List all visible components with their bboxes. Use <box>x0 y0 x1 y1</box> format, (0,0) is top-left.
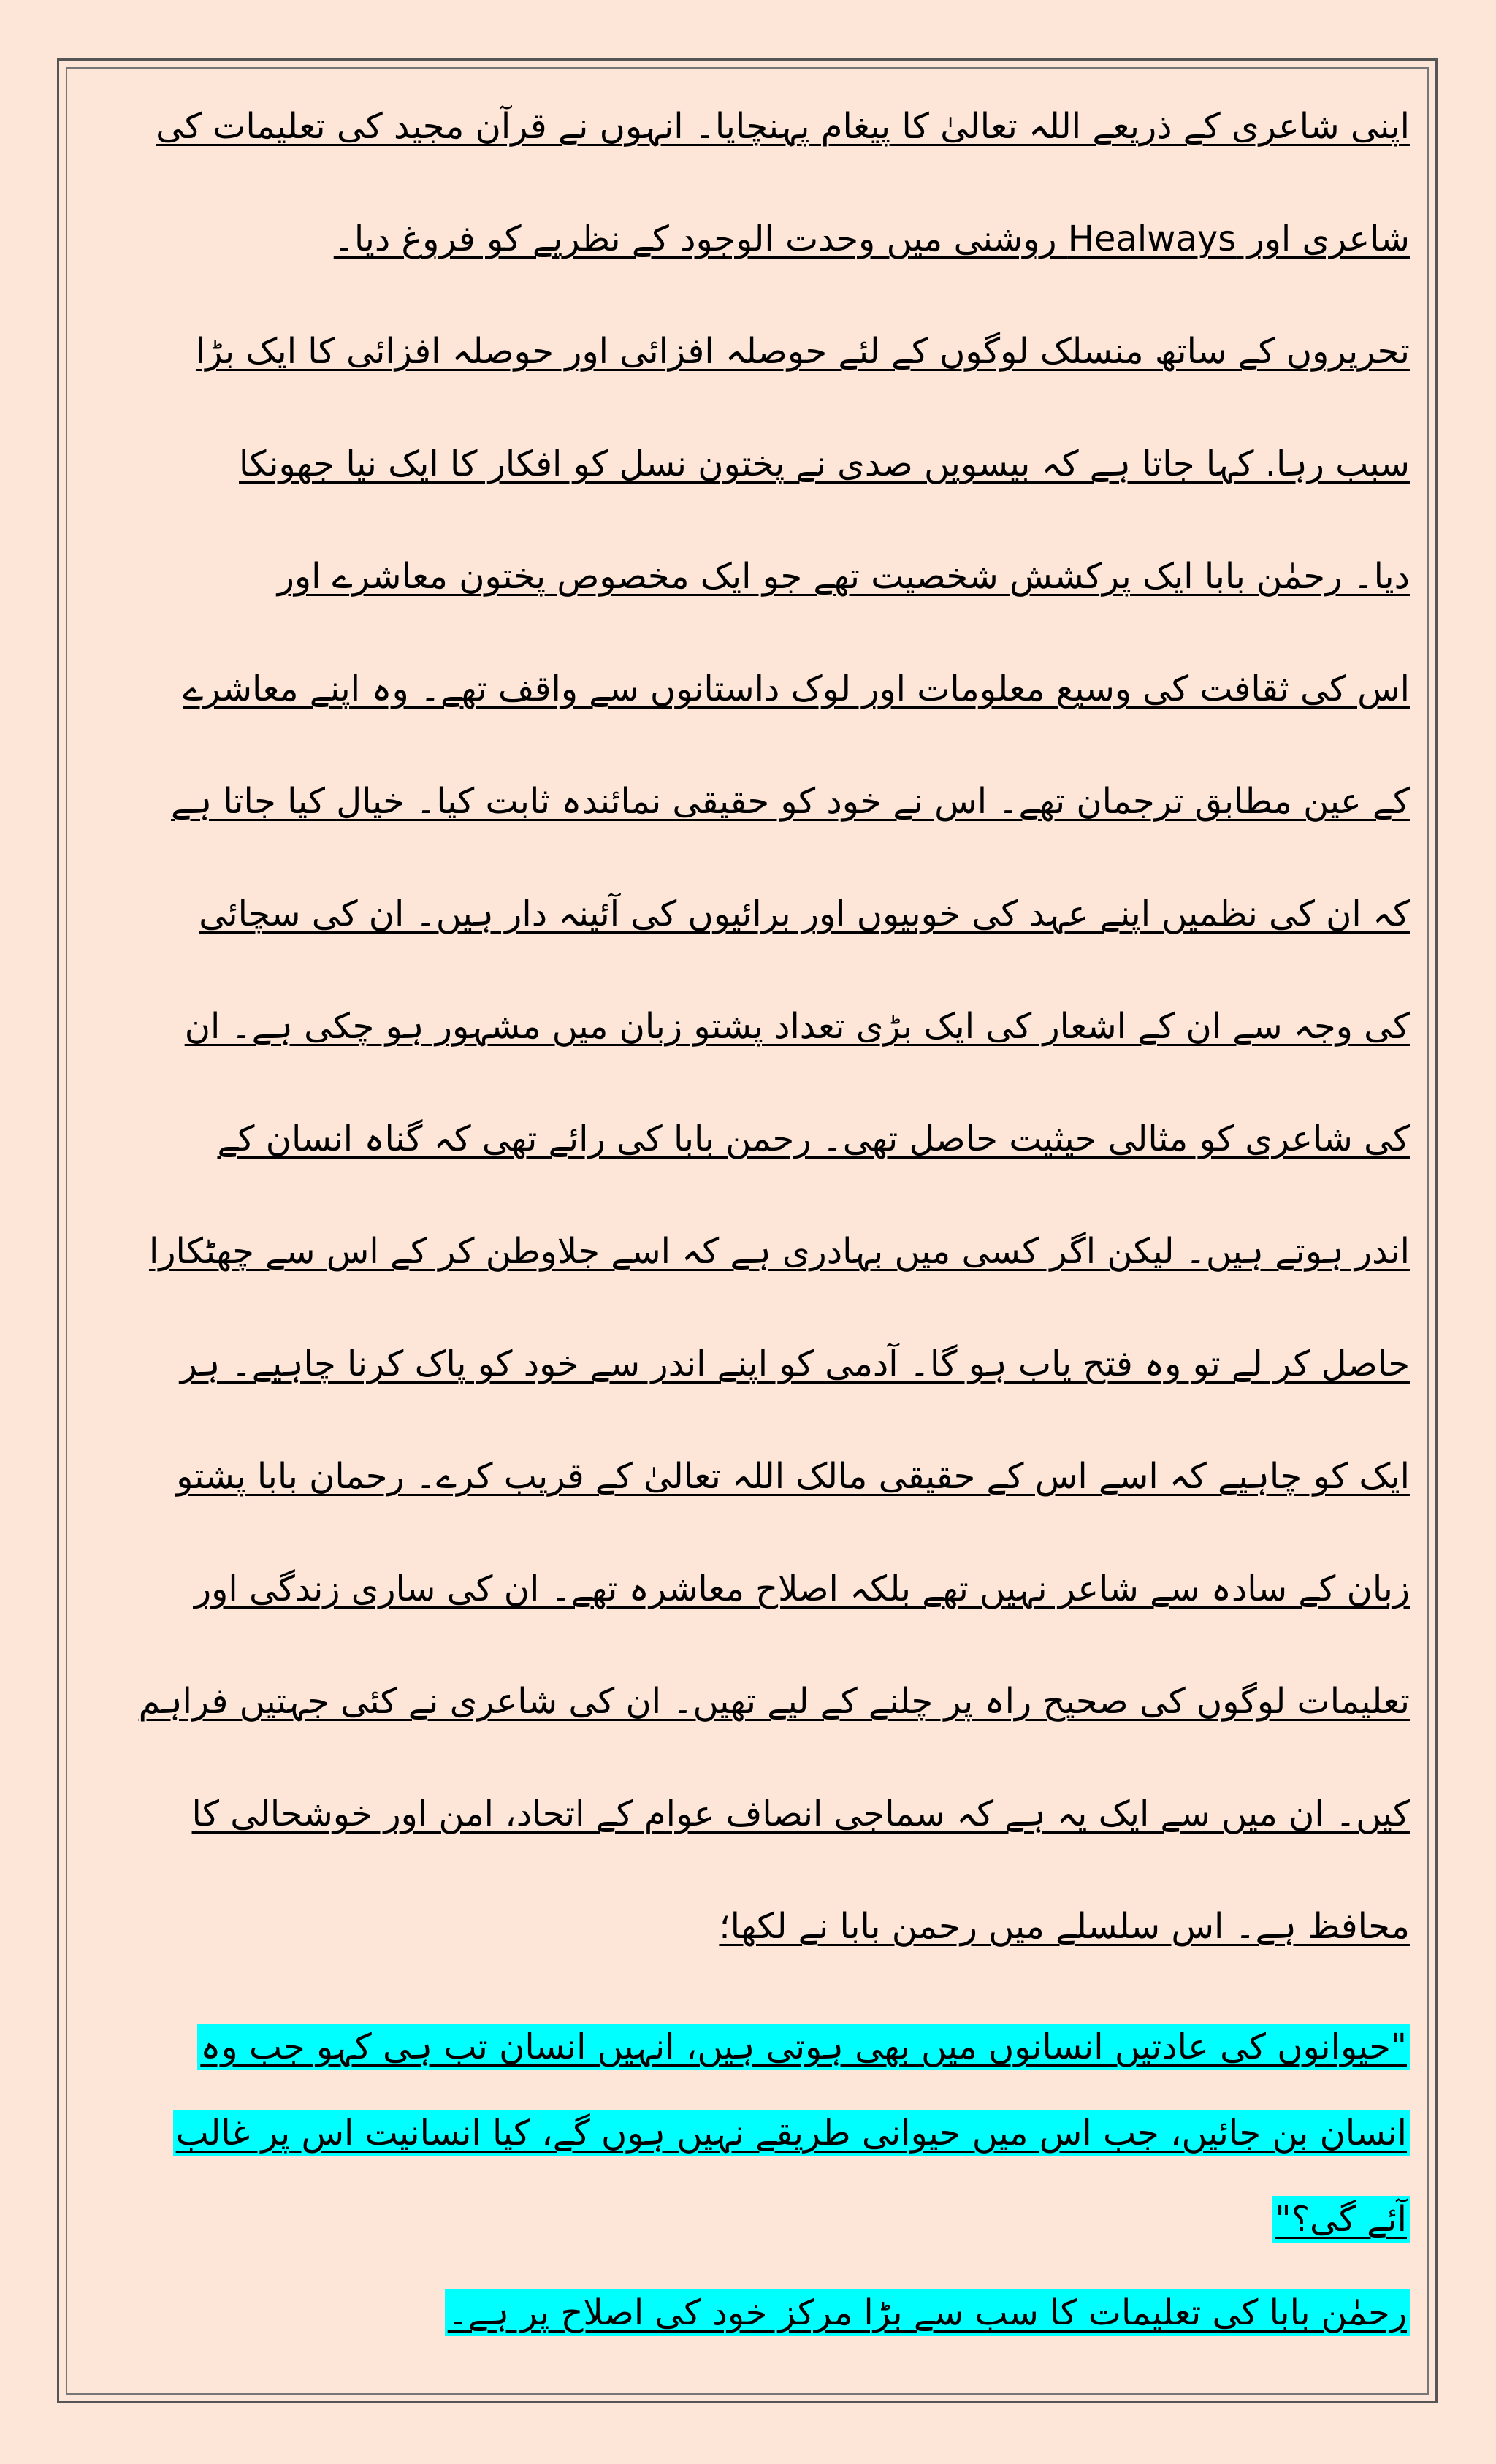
quote-line-content: انسان بن جائیں، جب اس میں حیوانی طریقے نہیں ہوں گے، کیا انسانیت اس پر غالب <box>173 2110 1410 2156</box>
text-line <box>80 1325 1410 1438</box>
text-line-content: اندر ہوتے ہیں۔ لیکن اگر کسی میں بہادری ہے کہ اسے جلاوطن کر کے اس سے چھٹکارا <box>148 1231 1410 1272</box>
text-line <box>80 988 1410 1100</box>
highlighted-quote <box>80 2007 1410 2266</box>
text-line-content: زبان کے سادہ سے شاعر نہیں تھے بلکہ اصلاح معاشرہ تھے۔ ان کی ساری زندگی اور <box>194 1568 1410 1609</box>
text-line-content: کی وجہ سے ان کے اشعار کی ایک بڑی تعداد پشتو زبان میں مشہور ہو چکی ہے۔ ان <box>184 1006 1410 1047</box>
text-line-content: کہ ان کی نظمیں اپنے عہد کی خوبیوں اور برائیوں کی آئینہ دار ہیں۔ ان کی سچائی <box>199 893 1410 934</box>
text-line-content: کیں۔ ان میں سے ایک یہ ہے کہ سماجی انصاف عوام کے اتحاد، امن اور خوشحالی کا <box>191 1793 1410 1834</box>
text-line <box>80 1100 1410 1213</box>
text-line-content: تعلیمات لوگوں کی صحیح راہ پر چلنے کے لیے تھیں۔ ان کی شاعری نے کئی جہتیں فراہم <box>138 1681 1410 1722</box>
text-line-content: اپنی شاعری کے ذریعے اللہ تعالیٰ کا پیغام پہنچایا۔ انہوں نے قرآن مجید کی تعلیمات کی <box>156 106 1410 147</box>
text-line <box>80 1438 1410 1550</box>
text-line <box>80 1213 1410 1325</box>
text-line <box>80 650 1410 763</box>
text-line <box>80 1550 1410 1663</box>
text-line <box>80 875 1410 988</box>
text-line <box>80 200 1410 313</box>
text-line <box>80 1663 1410 1775</box>
text-line-content: سبب رہا. کہا جاتا ہے کہ بیسویں صدی نے پختون نسل کو افکار کا ایک نیا جھونکا <box>239 443 1410 484</box>
text-line <box>80 763 1410 875</box>
quote-line <box>80 2007 1410 2094</box>
quote-line <box>80 2180 1410 2266</box>
text-line-content: شاعری اور Healways روشنی میں وحدت الوجود کے نظریے کو فروغ دیا۔ <box>333 218 1410 259</box>
text-line <box>80 88 1410 200</box>
quote-line-content: "حیوانوں کی عادتیں انسانوں میں بھی ہوتی ہیں، انہیں انسان تب ہی کہو جب وہ <box>197 2024 1410 2070</box>
document-body <box>80 88 1410 2360</box>
quote-line-content: آئے گی؟" <box>1272 2196 1411 2243</box>
closing-line-content: رحمٰن بابا کی تعلیمات کا سب سے بڑا مرکز خود کی اصلاح پر ہے۔ <box>445 2289 1410 2336</box>
text-line-content: اس کی ثقافت کی وسیع معلومات اور لوک داستانوں سے واقف تھے۔ وہ اپنے معاشرے <box>183 668 1410 709</box>
paragraph <box>80 88 1410 2000</box>
text-line-content: تحریروں کے ساتھ منسلک لوگوں کے لئے حوصلہ افزائی اور حوصلہ افزائی کا ایک بڑا <box>195 331 1410 372</box>
text-line-content: کے عین مطابق ترجمان تھے۔ اس نے خود کو حقیقی نمائندہ ثابت کیا۔ خیال کیا جاتا ہے <box>171 781 1410 822</box>
text-line-content: محافظ ہے۔ اس سلسلے میں رحمن بابا نے لکھا؛ <box>719 1906 1410 1947</box>
text-line <box>80 538 1410 650</box>
text-line <box>80 313 1410 425</box>
text-line-content: حاصل کر لے تو وہ فتح یاب ہو گا۔ آدمی کو اپنے اندر سے خود کو پاک کرنا چاہیے۔ ہر <box>180 1343 1410 1384</box>
text-line-content: دیا۔ رحمٰن بابا ایک پرکشش شخصیت تھے جو ایک مخصوص پختون معاشرے اور <box>277 556 1410 597</box>
text-line <box>80 425 1410 538</box>
text-line-content: ایک کو چاہیے کہ اسے اس کے حقیقی مالک اللہ تعالیٰ کے قریب کرے۔ رحمان بابا پشتو <box>176 1456 1410 1497</box>
quote-line <box>80 2094 1410 2180</box>
text-line <box>80 1775 1410 1888</box>
text-line-content: کی شاعری کو مثالی حیثیت حاصل تھی۔ رحمن بابا کی رائے تھی کہ گناہ انسان کے <box>217 1118 1410 1159</box>
closing-line <box>80 2273 1410 2360</box>
text-line <box>80 1888 1410 2000</box>
